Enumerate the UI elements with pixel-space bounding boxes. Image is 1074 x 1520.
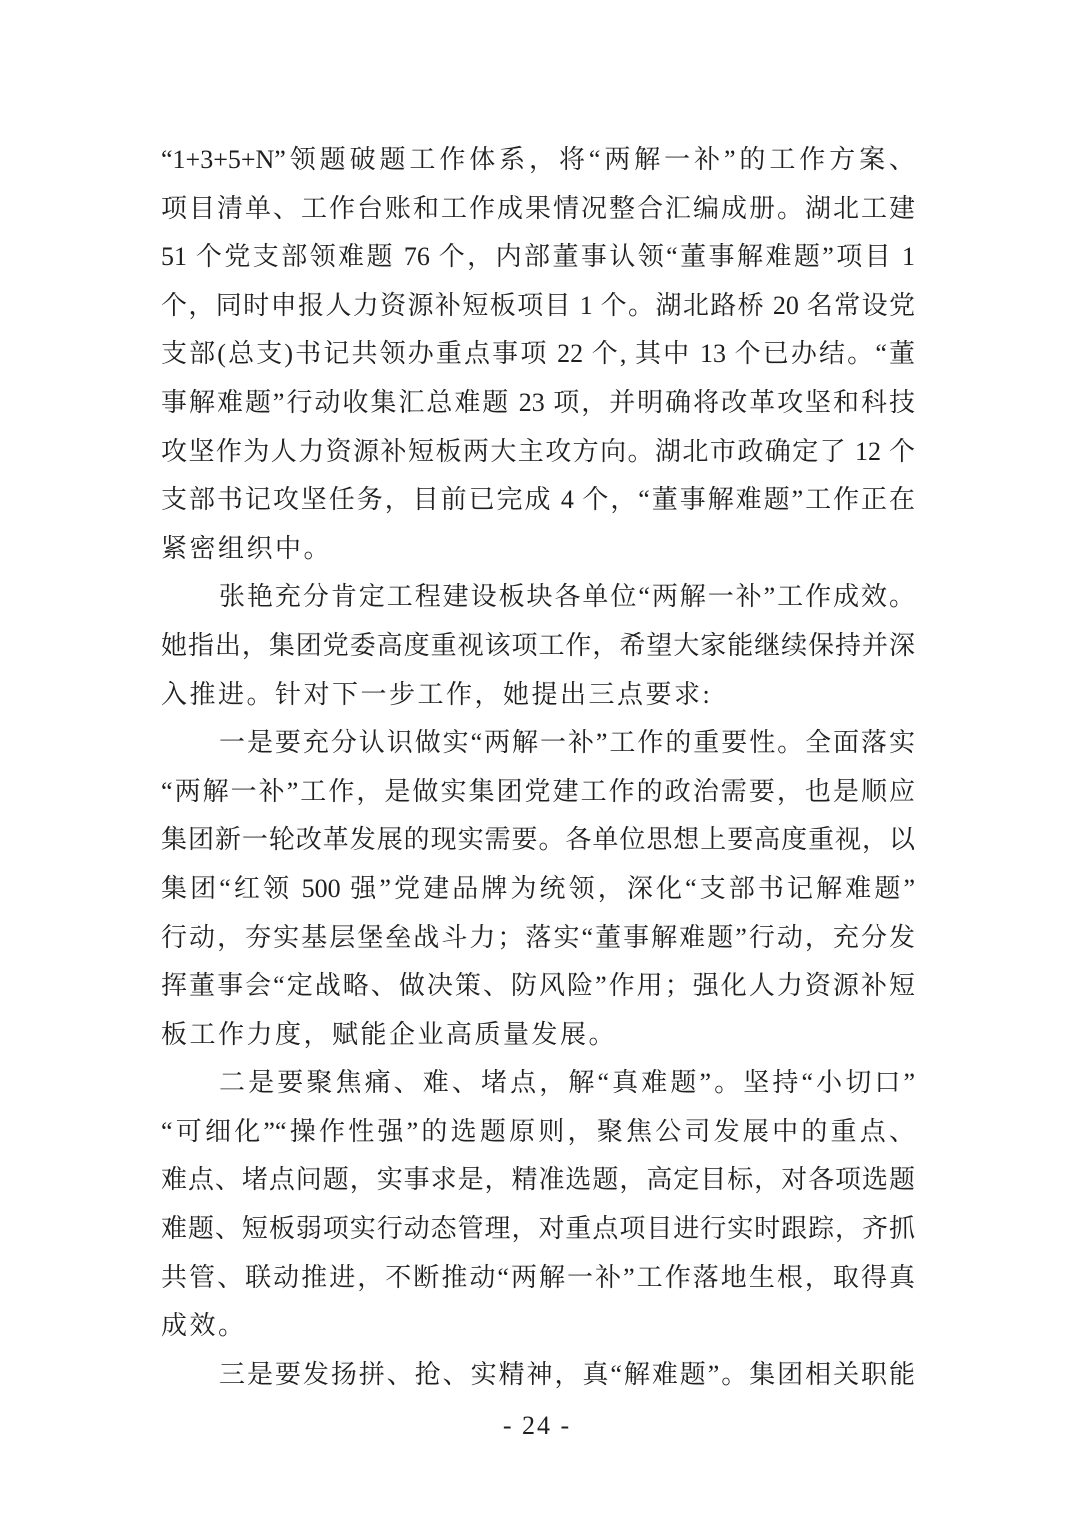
text-line: 项目清单、工作台账和工作成果情况整合汇编成册。湖北工建 xyxy=(161,193,915,223)
text-line: 难点、堵点问题，实事求是，精准选题，高定目标，对各项选题 xyxy=(161,1165,915,1195)
text-line: 挥董事会“定战略、做决策、防风险”作用；强化人力资源补短 xyxy=(161,971,915,1001)
text-line: 集团新一轮改革发展的现实需要。各单位思想上要高度重视，以 xyxy=(161,825,915,855)
text-line: 二是要聚焦痛、难、堵点，解“真难题”。坚持“小切口” xyxy=(219,1068,915,1098)
text-line: “可细化”“操作性强”的选题原则，聚焦公司发展中的重点、 xyxy=(161,1116,915,1146)
text-line: 攻坚作为人力资源补短板两大主攻方向。湖北市政确定了 12 个 xyxy=(161,436,915,466)
text-line: “两解一补”工作，是做实集团党建工作的政治需要，也是顺应 xyxy=(161,776,915,806)
text-line: 集团“红领 500 强”党建品牌为统领，深化“支部书记解难题” xyxy=(161,873,915,903)
text-line: 共管、联动推进，不断推动“两解一补”工作落地生根，取得真 xyxy=(161,1262,915,1292)
text-line: 三是要发扬拼、抢、实精神，真“解难题”。集团相关职能 xyxy=(219,1359,915,1389)
text-line: 行动，夯实基层堡垒战斗力；落实“董事解难题”行动，充分发 xyxy=(161,922,915,952)
text-line: 她指出，集团党委高度重视该项工作，希望大家能继续保持并深 xyxy=(161,630,915,660)
page-number: - 24 - xyxy=(502,1411,572,1440)
text-line: 51 个党支部领难题 76 个，内部董事认领“董事解难题”项目 1 xyxy=(161,242,915,272)
text-line: 难题、短板弱项实行动态管理，对重点项目进行实时跟踪，齐抓 xyxy=(161,1214,915,1244)
text-line: 入推进。针对下一步工作，她提出三点要求: xyxy=(161,679,713,709)
text-line: 事解难题”行动收集汇总难题 23 项，并明确将改革攻坚和科技 xyxy=(161,387,915,417)
document-body xyxy=(161,136,915,1399)
text-line: 支部(总支)书记共领办重点事项 22 个, 其中 13 个已办结。“董 xyxy=(161,339,915,369)
text-line: 支部书记攻坚任务，目前已完成 4 个，“董事解难题”工作正在 xyxy=(161,485,915,515)
text-line: 个，同时申报人力资源补短板项目 1 个。湖北路桥 20 名常设党 xyxy=(161,290,915,320)
text-line: 张艳充分肯定工程建设板块各单位“两解一补”工作成效。 xyxy=(219,582,915,612)
text-line: 紧密组织中。 xyxy=(161,533,333,563)
text-line: 一是要充分认识做实“两解一补”工作的重要性。全面落实 xyxy=(219,728,915,758)
text-line: 成效。 xyxy=(161,1311,247,1341)
text-line: “1+3+5+N”领题破题工作体系，将“两解一补”的工作方案、 xyxy=(161,145,915,174)
text-line: 板工作力度，赋能企业高质量发展。 xyxy=(161,1019,618,1049)
